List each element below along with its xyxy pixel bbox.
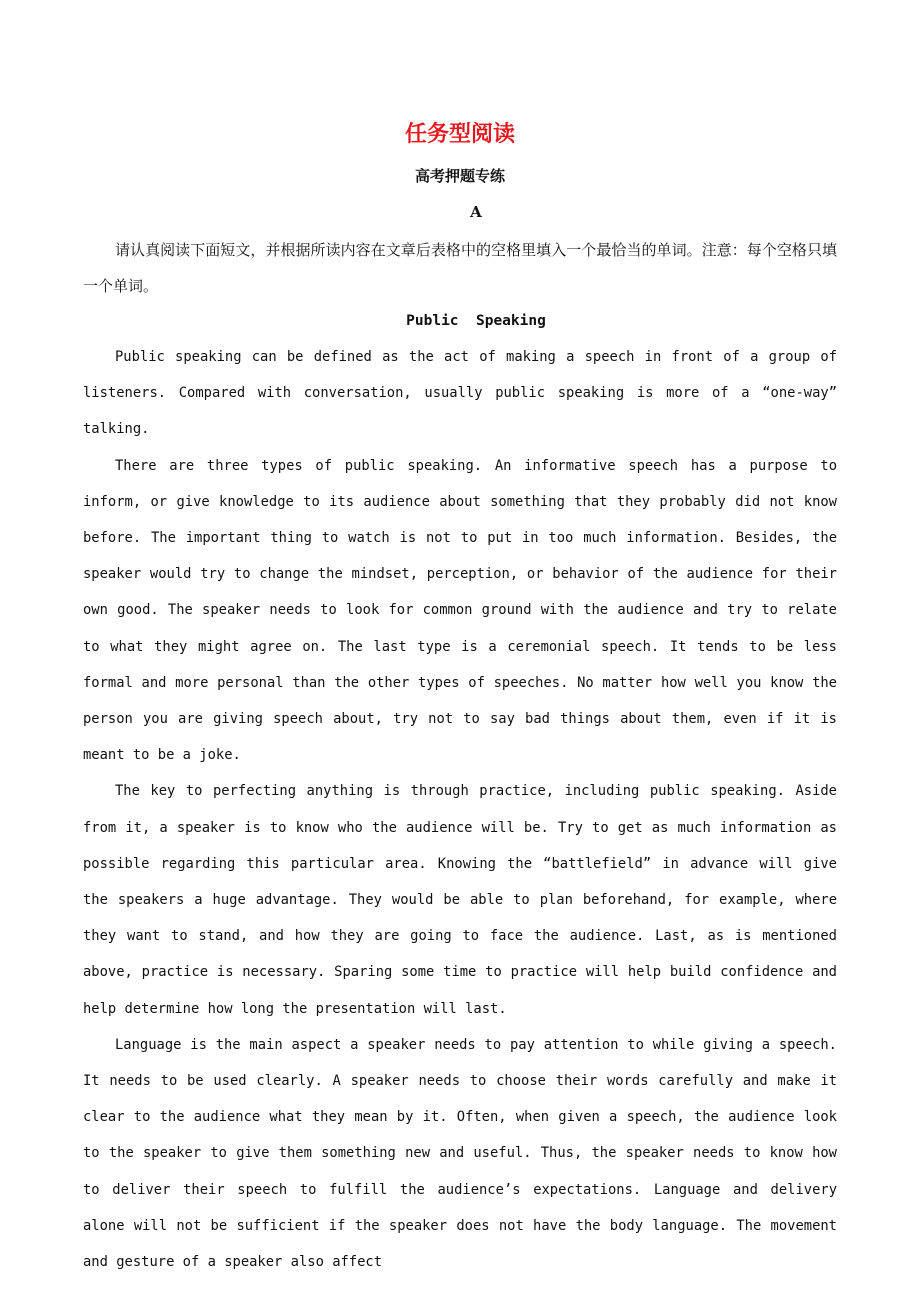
paragraph-4: Language is the main aspect a speaker needs to pay attention to while giving a speech. It needs to be used clearly. A speaker needs to choose their words carefully and make it clear to the audience what they mean by it. Often, when given a speech, the audience look to the speaker to give them something new and useful. Thus, the speaker needs to know how to deliver their speech to fulfill the audience’s expectations. Language and delivery alone will not be sufficient if the speaker does not have the body language. The movement and gesture of a speaker also affect [83, 1036, 837, 1271]
instructions: 请认真阅读下面短文，并根据所读内容在文章后表格中的空格里填入一个最恰当的单词。注意：每个空格只填一个单词。 [83, 241, 837, 295]
paragraph-3: The key to perfecting anything is through practice, including public speaking. Aside from it, a speaker is to know who the audience will be. Try to get as much information as possible regarding this particular area. Knowing the “battlefield” in advance will give the speakers a huge advantage. They would be able to plan beforehand, for example, where they want to stand, and how they are going to face the audience. Last, as is mentioned above, practice is necessary. Sparing some time to practice will help build confidence and help determine how long the presentation will last. [83, 783, 837, 1017]
section-label: A [470, 203, 482, 221]
document-subtitle: 高考押题专练 [414, 167, 505, 185]
paragraph-1: Public speaking can be defined as the act of making a speech in front of a group of listeners. Compared with conversation, usually public speaking is more of a “one-way” talking. [83, 349, 837, 438]
passage-title: Public Speaking [406, 313, 546, 329]
passage-body [83, 339, 837, 1280]
paragraph-2: There are three types of public speaking. An informative speech has a purpose to inform, or give knowledge to its audience about something that they probably did not know before. The important thing to watch is not to put in too much information. Besides, the speaker would try to change the mindset, perception, or behavior of the audience for their own good. The speaker needs to look for common ground with the audience and try to relate to what they might agree on. The last type is a ceremonial speech. It tends to be less formal and more personal than the other types of speeches. No matter how well you know the person you are giving speech about, try not to say bad things about them, even if it is meant to be a joke. [83, 457, 837, 764]
document-title: 任务型阅读 [404, 121, 515, 147]
